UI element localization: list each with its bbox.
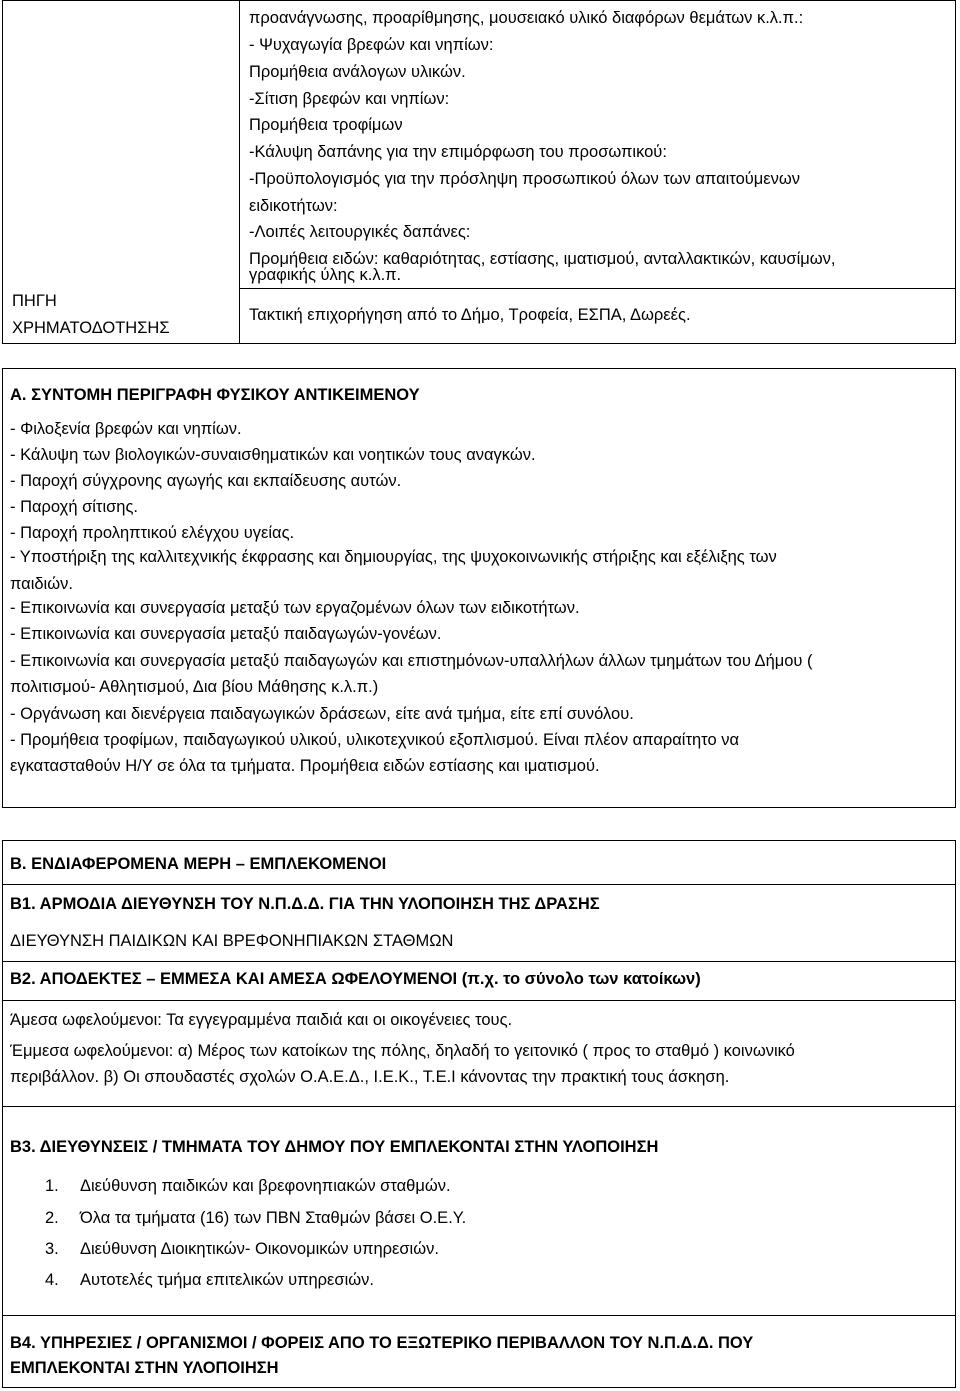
section-a-line: εγκατασταθούν Η/Υ σε όλα τα τμήματα. Προμήθεια ειδών εστίασης και ιματισμού. — [10, 757, 600, 775]
cost-line: -Λοιπές λειτουργικές δαπάνες: — [249, 223, 471, 241]
cost-line: -Κάλυψη δαπάνης για την επιμόρφωση του προσωπικού: — [249, 143, 667, 161]
b3-item-number: 2. — [45, 1209, 59, 1227]
section-a-line: - Κάλυψη των βιολογικών-συναισθηματικών και νοητικών τους αναγκών. — [10, 446, 536, 464]
b3-heading: Β3. ΔΙΕΥΘΥΝΣΕΙΣ / ΤΜΗΜΑΤΑ ΤΟΥ ΔΗΜΟΥ ΠΟΥ ΕΜΠΛΕΚΟΝΤΑΙ ΣΤΗΝ ΥΛΟΠΟΙΗΣΗ — [10, 1138, 659, 1156]
b-divider — [2, 1315, 956, 1316]
b2-line: Άμεσα ωφελούμενοι: Τα εγγεγραμμένα παιδιά και οι οικογένειες τους. — [10, 1011, 513, 1029]
cost-line: Προμήθεια τροφίμων — [249, 116, 403, 134]
b3-item-text: Όλα τα τμήματα (16) των ΠΒΝ Σταθμών βάσει Ο.Ε.Υ. — [80, 1209, 467, 1227]
cost-line: Προμήθεια ειδών: καθαριότητας, εστίασης, ιματισμού, ανταλλακτικών, καυσίμων, — [249, 250, 836, 268]
section-a-line: - Επικοινωνία και συνεργασία μεταξύ παιδαγωγών-γονέων. — [10, 625, 442, 643]
funding-source-text: Τακτική επιχορήγηση από το Δήμο, Τροφεία, ΕΣΠΑ, Δωρεές. — [249, 306, 691, 324]
cost-line: - Ψυχαγωγία βρεφών και νηπίων: — [249, 36, 494, 54]
b3-item-number: 4. — [45, 1271, 59, 1289]
b3-item-text: Αυτοτελές τμήμα επιτελικών υπηρεσιών. — [80, 1271, 374, 1289]
b1-value: ΔΙΕΥΘΥΝΣΗ ΠΑΙΔΙΚΩΝ ΚΑΙ ΒΡΕΦΟΝΗΠΙΑΚΩΝ ΣΤΑΘΜΩΝ — [10, 932, 454, 950]
section-a-line: - Επικοινωνία και συνεργασία μεταξύ παιδαγωγών και επιστημόνων-υπαλλήλων άλλων τμημάτων του Δήμου ( — [10, 652, 813, 670]
b-divider — [2, 1000, 956, 1001]
section-a-line: - Φιλοξενία βρεφών και νηπίων. — [10, 420, 242, 438]
b3-item-text: Διεύθυνση Διοικητικών- Οικονομικών υπηρεσιών. — [80, 1240, 439, 1258]
section-a-line: - Οργάνωση και διενέργεια παιδαγωγικών δράσεων, είτε ανά τμήμα, είτε επί συνόλου. — [10, 705, 634, 723]
section-a-line: - Επικοινωνία και συνεργασία μεταξύ των εργαζομένων όλων των ειδικοτήτων. — [10, 599, 580, 617]
b3-item-number: 1. — [45, 1177, 59, 1195]
b4-heading-line-1: Β4. ΥΠΗΡΕΣΙΕΣ / ΟΡΓΑΝΙΣΜΟΙ / ΦΟΡΕΙΣ ΑΠΟ ΤΟ ΕΞΩΤΕΡΙΚΟ ΠΕΡΙΒΑΛΛΟΝ ΤΟΥ Ν.Π.Δ.Δ. ΠΟΥ — [10, 1334, 754, 1352]
b-divider — [2, 961, 956, 962]
section-a-line: πολιτισμού- Αθλητισμού, Δια βίου Μάθησης κ.λ.π.) — [10, 678, 379, 696]
b-divider — [2, 1106, 956, 1107]
b3-item-number: 3. — [45, 1240, 59, 1258]
b4-heading-line-2: ΕΜΠΛΕΚΟΝΤΑΙ ΣΤΗΝ ΥΛΟΠΟΙΗΣΗ — [10, 1359, 279, 1377]
funding-table-divider — [239, 0, 240, 344]
b2-line: Έμμεσα ωφελούμενοι: α) Μέρος των κατοίκων της πόλης, δηλαδή το γειτονικό ( προς το σταθμό ) κοινωνικό — [10, 1042, 795, 1060]
section-b-box — [2, 840, 956, 1388]
section-b-heading: Β. ΕΝΔΙΑΦΕΡΟΜΕΝΑ ΜΕΡΗ – ΕΜΠΛΕΚΟΜΕΝΟΙ — [10, 855, 387, 873]
funding-label-line-1: ΠΗΓΗ — [12, 292, 57, 310]
section-a-line: - Υποστήριξη της καλλιτεχνικής έκφρασης και δημιουργίας, της ψυχοκοινωνικής στήριξης και εξέλιξης των — [10, 548, 777, 566]
funding-label-line-2: ΧΡΗΜΑΤΟΔΟΤΗΣΗΣ — [12, 319, 170, 337]
section-a-line: - Παροχή σίτισης. — [10, 498, 139, 516]
b3-item-text: Διεύθυνση παιδικών και βρεφονηπιακών σταθμών. — [80, 1177, 451, 1195]
cost-line: γραφικής ύλης κ.λ.π. — [249, 266, 402, 284]
section-a-line: - Παροχή προληπτικού ελέγχου υγείας. — [10, 524, 295, 542]
cost-line: προανάγνωσης, προαρίθμησης, μουσειακό υλικό διαφόρων θεμάτων κ.λ.π.: — [249, 9, 804, 27]
b-divider — [2, 884, 956, 885]
section-a-line: παιδιών. — [10, 575, 73, 593]
b1-heading: Β1. ΑΡΜΟΔΙΑ ΔΙΕΥΘΥΝΣΗ ΤΟΥ Ν.Π.Δ.Δ. ΓΙΑ ΤΗΝ ΥΛΟΠΟΙΗΣΗ ΤΗΣ ΔΡΑΣΗΣ — [10, 895, 600, 913]
cost-line: -Σίτιση βρεφών και νηπίων: — [249, 90, 450, 108]
cost-line: -Προϋπολογισμός για την πρόσληψη προσωπικού όλων των απαιτούμενων — [249, 170, 801, 188]
section-a-heading: Α. ΣΥΝΤΟΜΗ ΠΕΡΙΓΡΑΦΗ ΦΥΣΙΚΟΥ ΑΝΤΙΚΕΙΜΕΝΟΥ — [10, 386, 420, 404]
funding-row-divider — [239, 288, 956, 289]
section-a-line: - Προμήθεια τροφίμων, παιδαγωγικού υλικού, υλικοτεχνικού εξοπλισμού. Είναι πλέον απαραίτητο να — [10, 731, 740, 749]
cost-line: ειδικοτήτων: — [249, 197, 338, 215]
b2-line: περιβάλλον. β) Οι σπουδαστές σχολών Ο.Α.Ε.Δ., Ι.Ε.Κ., Τ.Ε.Ι κάνοντας την πρακτική τους άσκηση. — [10, 1068, 730, 1086]
cost-line: Προμήθεια ανάλογων υλικών. — [249, 63, 466, 81]
section-a-line: - Παροχή σύγχρονης αγωγής και εκπαίδευσης αυτών. — [10, 472, 402, 490]
b2-heading: Β2. ΑΠΟΔΕΚΤΕΣ – ΕΜΜΕΣΑ ΚΑΙ ΑΜΕΣΑ ΩΦΕΛΟΥΜΕΝΟΙ (π.χ. το σύνολο των κατοίκων) — [10, 970, 701, 988]
